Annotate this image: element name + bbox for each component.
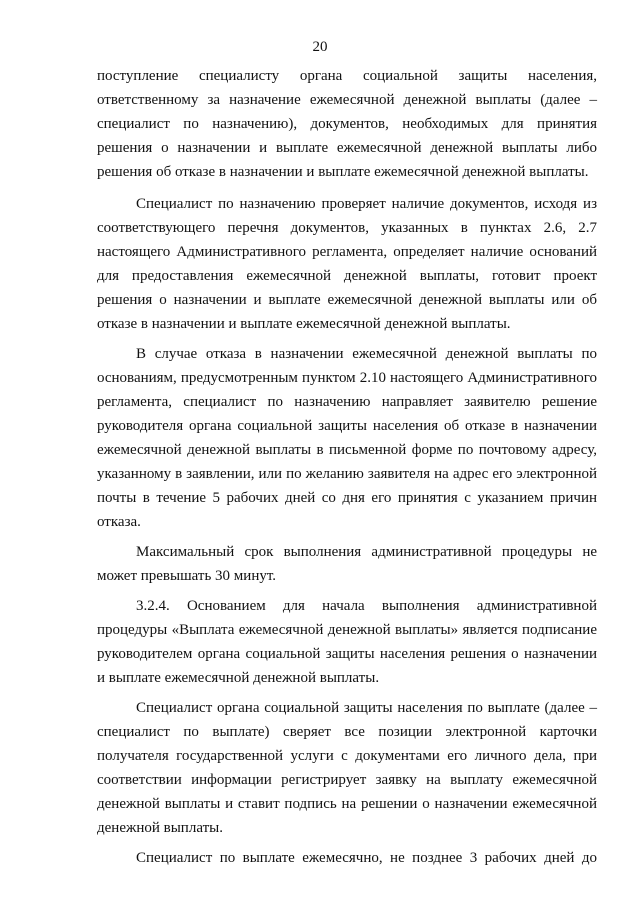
- paragraph-2: Специалист по назначению проверяет наличие документов, исходя из соответствующего перечня документов, указанных в пунктах 2.6, 2.7 настоящего Административного регламента, определяет наличие оснований для предоставления ежемесячной денежной выплаты, готовит проект решения о назначении и выплате ежемесячной денежной выплаты или об отказе в назначении и выплате ежемесячной денежной выплаты.: [97, 196, 597, 332]
- page-number: 20: [312, 39, 328, 55]
- paragraph-1: поступление специалисту органа социальной защиты населения, ответственному за назначение ежемесячной денежной выплаты (далее – специалист по назначению), документов, необходимых для принятия решения о назначении и выплате ежемесячной денежной выплаты либо решения об отказе в назначении и выплате ежемесячной денежной выплаты.: [97, 68, 597, 180]
- paragraph-3: В случае отказа в назначении ежемесячной денежной выплаты по основаниям, предусмотренным пунктом 2.10 настоящего Административного регламента, специалист по назначению направляет заявителю решение руководителя органа социальной защиты населения об отказе в назначении ежемесячной денежной выплаты в письменной форме по почтовому адресу, указанному в заявлении, или по желанию заявителя на адрес его электронной почты в течение 5 рабочих дней со дня его принятия с указанием причин отказа.: [97, 346, 597, 530]
- paragraph-7: Специалист по выплате ежемесячно, не позднее 3 рабочих дней до: [136, 850, 597, 866]
- paragraph-4: Максимальный срок выполнения административной процедуры не может превышать 30 минут.: [97, 544, 597, 584]
- document-body: [97, 64, 597, 870]
- paragraph-5: 3.2.4. Основанием для начала выполнения административной процедуры «Выплата ежемесячной денежной выплаты» является подписание руководителем органа социальной защиты населения решения о назначении и выплате ежемесячной денежной выплаты.: [97, 598, 597, 686]
- paragraph-6: Специалист органа социальной защиты населения по выплате (далее – специалист по выплате) сверяет все позиции электронной карточки получателя государственной услуги с документами его личного дела, при соответствии информации регистрирует заявку на выплату ежемесячной денежной выплаты и ставит подпись на решении о назначении ежемесячной денежной выплаты.: [97, 700, 597, 836]
